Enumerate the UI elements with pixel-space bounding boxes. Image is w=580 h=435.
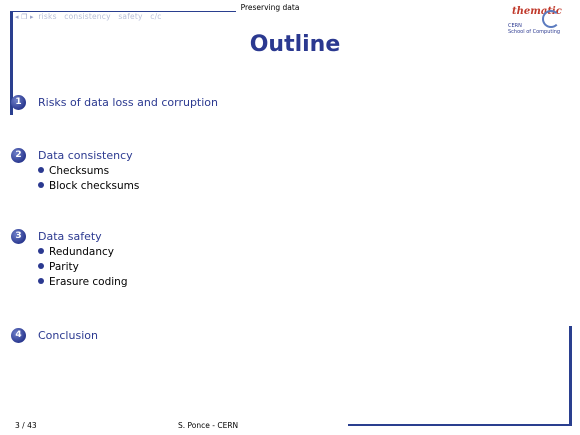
section-number-badge: 3 — [11, 229, 26, 244]
subsection-item[interactable]: Parity — [38, 261, 79, 273]
section-label[interactable]: Risks of data loss and corruption — [38, 96, 218, 109]
section-label[interactable]: Data safety — [38, 230, 102, 243]
bullet-icon — [38, 182, 44, 188]
nav-arrows-icon[interactable]: ◂ ❐ ▸ — [15, 13, 34, 21]
section-navigation — [15, 12, 167, 21]
subsection-item[interactable]: Checksums — [38, 165, 109, 177]
frame-bottom-rule — [348, 424, 572, 426]
subsection-item[interactable]: Erasure coding — [38, 276, 128, 288]
subsection-item[interactable]: Redundancy — [38, 246, 114, 258]
section-number-badge: 2 — [11, 148, 26, 163]
nav-item-conclusion[interactable]: c/c — [150, 12, 162, 21]
presentation-title: Preserving data — [240, 3, 300, 12]
bullet-icon — [38, 263, 44, 269]
footer-author: S. Ponce - CERN — [178, 421, 239, 430]
slide-title: Outline — [249, 32, 341, 57]
nav-item-risks[interactable]: risks — [38, 12, 57, 21]
section-number-badge: 1 — [11, 95, 26, 110]
page-number: 3 / 43 — [15, 421, 37, 430]
bullet-icon — [38, 248, 44, 254]
section-number-badge: 4 — [11, 328, 26, 343]
nav-item-consistency[interactable]: consistency — [64, 12, 111, 21]
logo-script-text: thematic — [512, 6, 562, 17]
bullet-icon — [38, 278, 44, 284]
logo-org-text: CERN School of Computing — [508, 23, 561, 35]
section-label[interactable]: Data consistency — [38, 149, 133, 162]
subsection-item[interactable]: Block checksums — [38, 180, 139, 192]
bullet-icon — [38, 167, 44, 173]
section-label[interactable]: Conclusion — [38, 329, 98, 342]
nav-item-safety[interactable]: safety — [118, 12, 143, 21]
frame-right-rule — [569, 326, 572, 426]
